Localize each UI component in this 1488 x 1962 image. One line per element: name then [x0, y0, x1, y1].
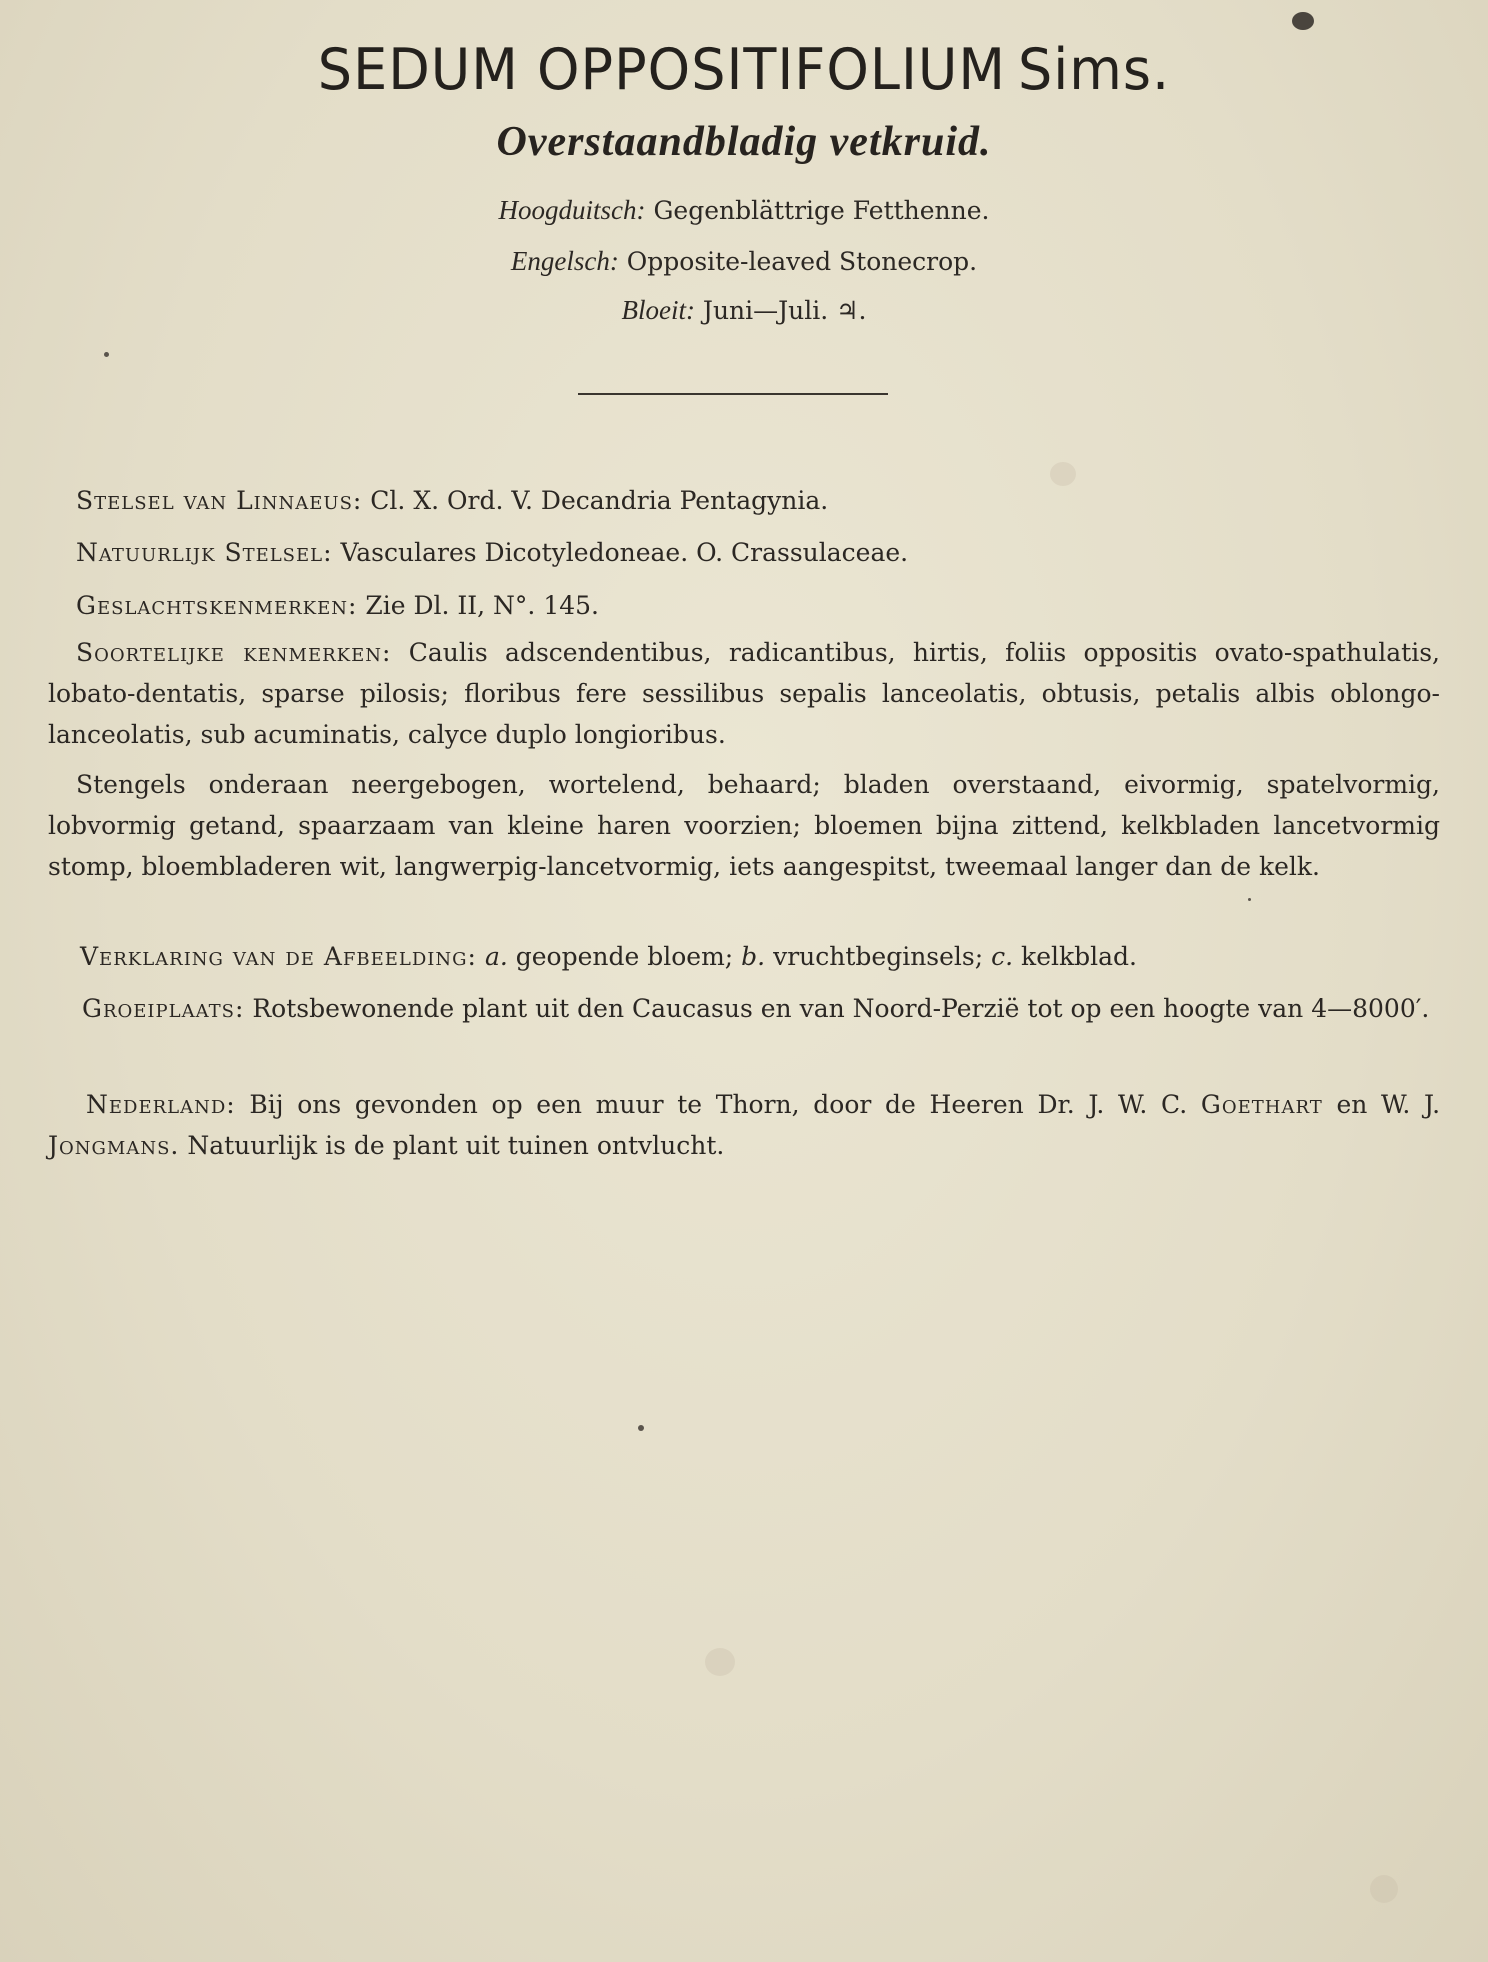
linnaeus-section [76, 480, 1468, 521]
description-section [48, 764, 1440, 887]
english-name-line [0, 246, 1488, 277]
german-name: Gegenblättrige Fetthenne. [653, 196, 990, 225]
figure-text-a: geopende bloem; [515, 942, 734, 971]
person-name-jongmans: Jongmans. [48, 1131, 180, 1160]
dutch-name: Overstaandbladig vetkruid. [496, 119, 992, 165]
german-name-line [0, 195, 1488, 226]
figure-explanation-label: Verklaring van de Afbeelding: [80, 942, 477, 971]
divider [578, 393, 888, 395]
figure-text-b: vruchtbeginsels; [773, 942, 984, 971]
species-characters-section [48, 632, 1440, 755]
habitat-section [48, 988, 1440, 1029]
figure-key-b: b. [741, 942, 766, 971]
bloom-value: Juni—Juli. ♃. [702, 296, 867, 325]
netherlands-section [48, 1084, 1440, 1166]
figure-key-c: c. [991, 942, 1014, 971]
netherlands-text-2: en W. J. [1336, 1090, 1441, 1119]
bloom-label: Bloeit: [621, 295, 695, 325]
netherlands-text-1: Bij ons gevonden op een muur te Thorn, door de Heeren Dr. J. W. C. [249, 1090, 1188, 1119]
figure-key-a: a. [484, 942, 508, 971]
figure-explanation-section [80, 936, 1472, 977]
english-name: Opposite-leaved Stonecrop. [626, 247, 978, 276]
natural-system-text: Vasculares Dicotyledoneae. O. Crassulaceae. [340, 538, 909, 567]
linnaeus-label: Stelsel van Linnaeus: [76, 486, 363, 515]
netherlands-label: Nederland: [86, 1090, 236, 1119]
species-characters-text: Caulis adscendentibus, radicantibus, hirtis, foliis oppositis ovato-spathulatis, lobato-dentatis, sparse pilosis; floribus fere sessilibus sepalis lanceolatis, obtusis, petalis albis oblongo-lanceolatis, sub acuminatis, calyce duplo longioribus. [48, 638, 1441, 749]
ink-spot [638, 1425, 644, 1431]
description-text: Stengels onderaan neergebogen, wortelend, behaard; bladen overstaand, eivormig, spatelvormig, lobvormig getand, spaarzaam van kleine haren voorzien; bloemen bijna zittend, kelkbladen lancetvormig stomp, bloembladeren wit, langwerpig-lancetvormig, iets aangespitst, tweemaal langer dan de kelk. [48, 770, 1440, 881]
english-label: Engelsch: [510, 246, 619, 276]
genus-characters-label: Geslachtskenmerken: [76, 591, 358, 620]
species-characters-label: Soortelijke kenmerken: [76, 638, 392, 667]
ink-spot [104, 352, 109, 357]
genus-species: SEDUM OPPOSITIFOLIUM [317, 36, 1006, 103]
habitat-text: Rotsbewonende plant uit den Caucasus en van Noord-Perzië tot op een hoogte van 4—8000′. [252, 994, 1430, 1023]
ink-spot [1292, 12, 1314, 30]
habitat-label: Groeiplaats: [82, 994, 245, 1023]
page-title [0, 36, 1488, 102]
paper-blot [705, 1648, 735, 1676]
figure-text-c: kelkblad. [1021, 942, 1137, 971]
netherlands-text-3: Natuurlijk is de plant uit tuinen ontvlucht. [187, 1131, 725, 1160]
genus-characters-text: Zie Dl. II, N°. 145. [365, 591, 599, 620]
german-label: Hoogduitsch: [498, 195, 646, 225]
ink-spot [1248, 898, 1251, 901]
linnaeus-text: Cl. X. Ord. V. Decandria Pentagynia. [370, 486, 829, 515]
natural-system-section [76, 532, 1468, 573]
paper-blot [1370, 1875, 1398, 1903]
genus-characters-section [76, 585, 1468, 626]
natural-system-label: Natuurlijk Stelsel: [76, 538, 333, 567]
author-abbreviation: Sims. [1018, 36, 1171, 103]
bloom-line [0, 295, 1488, 326]
person-name-goethart: Goethart [1200, 1090, 1323, 1119]
